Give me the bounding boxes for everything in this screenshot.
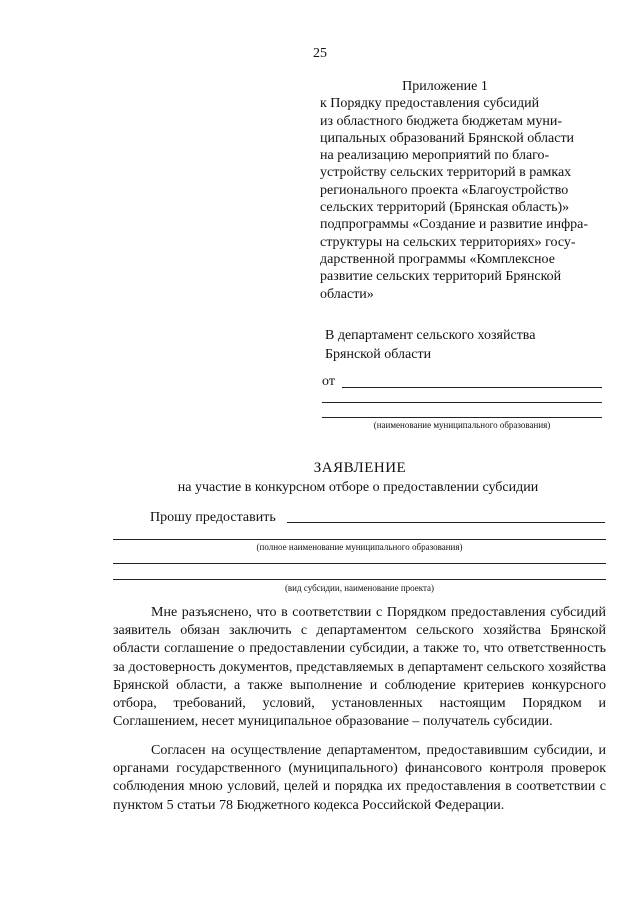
appendix-heading: Приложение 1 bbox=[402, 79, 488, 94]
appendix-line: регионального проекта «Благоустройство bbox=[320, 182, 569, 198]
request-label: Прошу предоставить bbox=[150, 510, 276, 525]
appendix-line: к Порядку предоставления субсидий bbox=[320, 96, 540, 112]
appendix-line: сельских территорий (Брянская область)» bbox=[320, 200, 570, 216]
appendix-line: области» bbox=[320, 286, 374, 302]
from-field[interactable] bbox=[322, 374, 602, 390]
page-number: 25 bbox=[313, 46, 327, 61]
subsidy-underline-2[interactable] bbox=[113, 579, 606, 580]
from-underline-2[interactable] bbox=[322, 402, 602, 403]
addressee-block bbox=[325, 326, 535, 364]
appendix-line: подпрограммы «Создание и развитие инфра- bbox=[320, 217, 589, 233]
from-label: от bbox=[322, 374, 335, 389]
appendix-line: дарственной программы «Комплексное bbox=[320, 251, 555, 267]
municipality-caption: (полное наименование муниципального образования) bbox=[256, 542, 463, 552]
appendix-line: устройству сельских территорий в рамках bbox=[320, 165, 572, 181]
subsidy-underline-1[interactable] bbox=[113, 563, 606, 564]
from-caption: (наименование муниципального образования) bbox=[373, 420, 551, 430]
appendix-line: ципальных образований Брянской области bbox=[320, 130, 575, 146]
municipality-underline[interactable] bbox=[113, 539, 606, 540]
document-subtitle: на участие в конкурсном отборе о предоставлении субсидии bbox=[177, 480, 539, 495]
document-title: ЗАЯВЛЕНИЕ bbox=[313, 460, 407, 476]
from-underline bbox=[342, 387, 602, 388]
addressee-line: В департамент сельского хозяйства bbox=[325, 328, 536, 343]
subsidy-caption: (вид субсидии, наименование проекта) bbox=[284, 583, 435, 593]
request-underline[interactable] bbox=[287, 522, 605, 523]
appendix-line: из областного бюджета бюджетам муни- bbox=[320, 113, 562, 129]
addressee-line: Брянской области bbox=[325, 347, 432, 362]
appendix-line: на реализацию мероприятий по благо- bbox=[320, 148, 550, 164]
from-underline-3[interactable] bbox=[322, 417, 602, 418]
appendix-line: развитие сельских территорий Брянской bbox=[320, 269, 562, 285]
paragraph-explanation: Мне разъяснено, что в соответствии с Порядком предоставления субсидий заявитель обязан заключить с департаментом сельского хозяйства Брянской области соглашение о предоставлении субсидии, а также то, что ответственность за достоверность документов, представляемых в департамент сельского хозяйства Брянской области, а также выполнение и соблюдение критериев конкурсного отбора, требований, условий, установленных настоящим Порядком и Соглашением, несет муниципальное образование – получатель субсидии. bbox=[113, 605, 606, 730]
paragraph-consent: Согласен на осуществление департаментом, предоставившим субсидии, и органами государственного (муниципального) финансового контроля проверок соблюдения мною условий, целей и порядка их предоставления в соответствии с пунктом 5 статьи 78 Бюджетного кодекса Российской Федерации. bbox=[113, 743, 606, 813]
appendix-block bbox=[320, 78, 610, 303]
appendix-line: структуры на сельских территориях» госу- bbox=[320, 234, 576, 250]
